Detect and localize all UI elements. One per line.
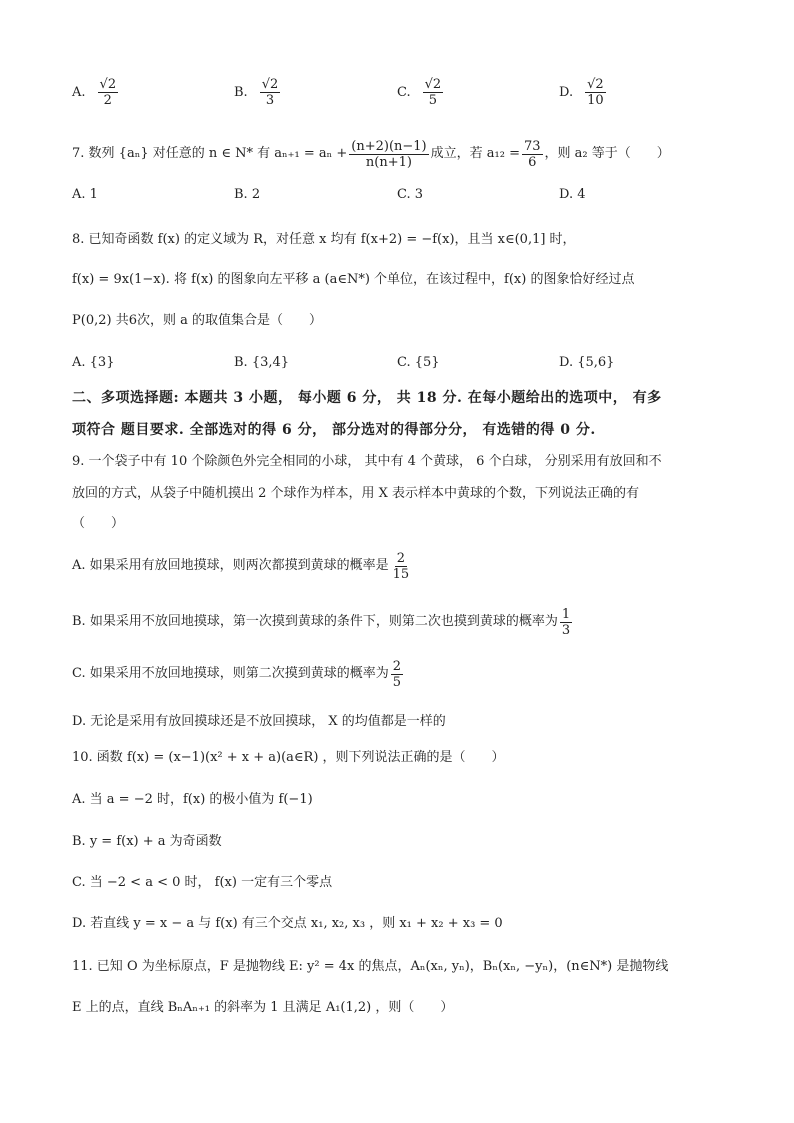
q7-options xyxy=(72,182,732,206)
q7-stem: 7. 数列 {aₙ} 对任意的 n ∈ N* 有 aₙ₊₁ = aₙ + $\frac{(n+2)(n-1)}{n(n+1)}$ 成立，若 a₁₂ = $\frac{73}{6}$ ，则 a₂ 等于（ ） xyxy=(72,138,670,170)
q9-option-c: C. 如果采用不放回地摸球，则第二次摸到黄球的概率为 $\frac{2}{5}$ xyxy=(72,658,402,690)
q8-option-a: A. {3} xyxy=(72,354,115,370)
q9-option-a: A. 如果采用有放回地摸球，则两次都摸到黄球的概率是 $\frac{2}{15}$ xyxy=(72,550,410,582)
q9-option-d: D. 无论是采用有放回摸球还是不放回摸球， X 的均值都是一样的 xyxy=(72,714,446,729)
q6-d-den: 10 xyxy=(587,92,604,108)
q10-option-a: A. 当 a = −2 时，f(x) 的极小值为 f(−1) xyxy=(72,792,313,807)
q10-option-b: B. y = f(x) + a 为奇函数 xyxy=(72,834,222,849)
q7-option-a: A. 1 xyxy=(72,186,98,202)
q8-line-1: 8. 已知奇函数 f(x) 的定义域为 R，对任意 x 均有 f(x+2) = −f(x)，且当 x∈(0,1] 时， xyxy=(72,232,576,247)
q11-line-2: E 上的点，直线 BₙAₙ₊₁ 的斜率为 1 且满足 A₁(1,2) ，则（ ） xyxy=(72,1000,454,1015)
q10-stem: 10. 函数 f(x) = (x−1)(x² + x + a)(a∈R) ，则下列说法正确的是（ ） xyxy=(72,750,505,765)
q6-d-num: √2 xyxy=(587,76,604,92)
q8-options xyxy=(72,350,732,374)
q7-option-c: C. 3 xyxy=(397,186,424,202)
q8-option-b: B. {3,4} xyxy=(234,354,290,370)
section-2-heading-line-2: 项符合 题目要求. 全部选对的得 6 分， 部分选对的得部分分， 有选错的得 0 分. xyxy=(72,422,596,438)
q8-line-2: f(x) = 9x(1−x). 将 f(x) 的图象向左平移 a (a∈N*) 个单位，在该过程中，f(x) 的图象恰好经过点 xyxy=(72,272,635,287)
q6-option-a: A. $\frac{√2}{2}$ xyxy=(72,76,117,108)
q6-c-num: √2 xyxy=(424,76,442,92)
section-2-heading-line-1: 二、多项选择题: 本题共 3 小题， 每小题 6 分， 共 18 分. 在每小题给出的选项中， 有多 xyxy=(72,390,662,406)
q9-line-1: 9. 一个袋子中有 10 个除颜色外完全相同的小球， 其中有 4 个黄球， 6 个白球， 分别采用有放回和不 xyxy=(72,454,662,469)
q11-line-1: 11. 已知 O 为坐标原点，F 是抛物线 E: y² = 4x 的焦点，Aₙ(xₙ, yₙ)，Bₙ(xₙ, −yₙ)，(n∈N*) 是抛物线 xyxy=(72,959,669,974)
q7-option-b: B. 2 xyxy=(234,186,261,202)
q8-line-3: P(0,2) 共6次，则 a 的取值集合是（ ） xyxy=(72,313,322,328)
q6-c-den: 5 xyxy=(428,92,438,108)
q6-a-den: 2 xyxy=(103,92,112,108)
q6-options xyxy=(72,72,732,112)
q9-line-2: 放回的方式，从袋子中随机摸出 2 个球作为样本，用 X 表示样本中黄球的个数，下列说法正确的有 xyxy=(72,486,640,501)
q10-option-c: C. 当 −2 < a < 0 时， f(x) 一定有三个零点 xyxy=(72,875,333,890)
q6-b-den: 3 xyxy=(265,92,275,108)
q9-line-3: （ ） xyxy=(72,516,125,531)
q8-option-d: D. {5,6} xyxy=(559,354,615,370)
q9-option-b: B. 如果采用不放回地摸球，第一次摸到黄球的条件下，则第二次也摸到黄球的概率为 $\frac{1}{3}$ xyxy=(72,606,571,638)
q6-option-d: D. $\frac{√2}{10}$ xyxy=(559,76,604,108)
q6-option-c: C. $\frac{√2}{5}$ xyxy=(397,76,442,108)
q6-a-num: √2 xyxy=(99,76,117,92)
q7-option-d: D. 4 xyxy=(559,186,586,202)
q6-b-num: √2 xyxy=(261,76,279,92)
q10-option-d: D. 若直线 y = x − a 与 f(x) 有三个交点 x₁, x₂, x₃ ，则 x₁ + x₂ + x₃ = 0 xyxy=(72,916,503,931)
q6-option-b: B. $\frac{√2}{3}$ xyxy=(234,76,279,108)
q8-option-c: C. {5} xyxy=(397,354,440,370)
